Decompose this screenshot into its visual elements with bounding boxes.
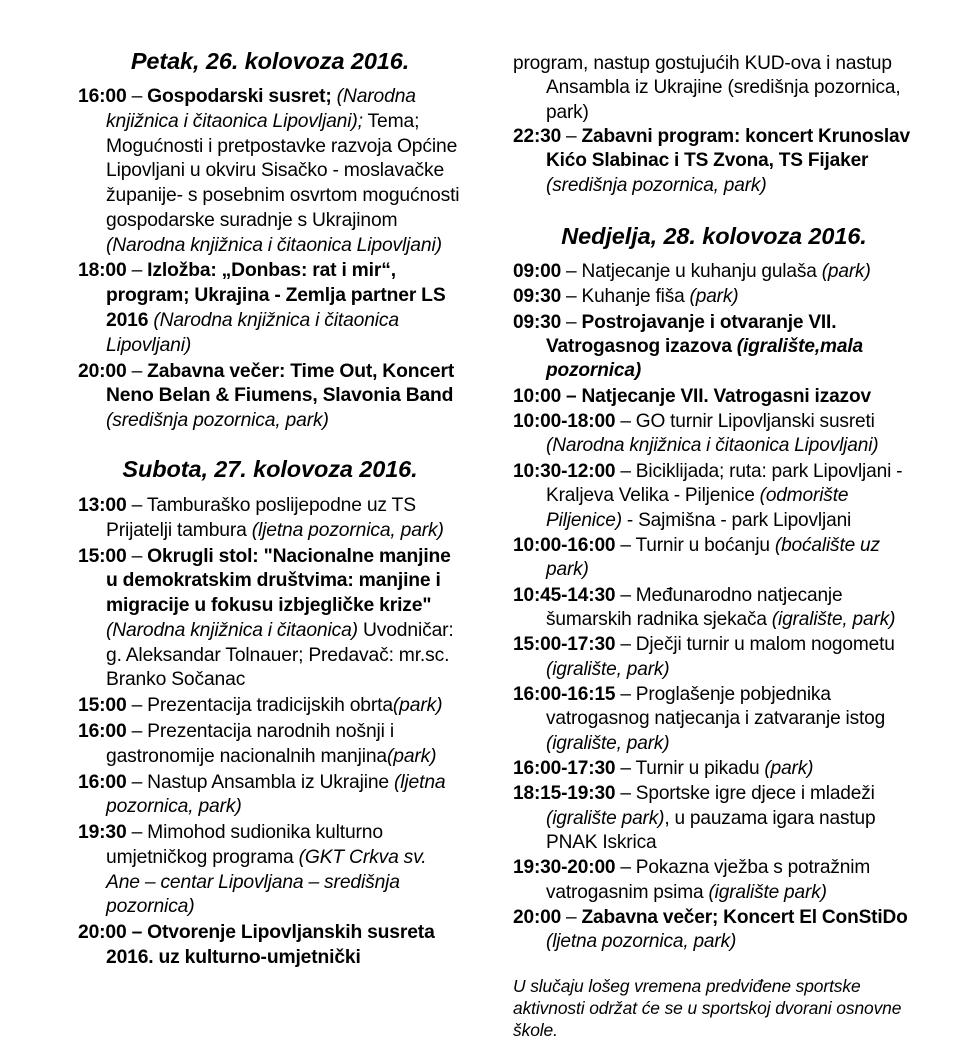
schedule-entry xyxy=(513,410,915,459)
entry-text-segment: Zabavna večer: Time Out, Koncert Neno Belan & Fiumens, Slavonia Band xyxy=(106,360,455,407)
entry-text-segment: (središnja pozornica, park) xyxy=(546,77,901,123)
entry-dash: – xyxy=(561,385,582,407)
weather-footnote: U slučaju lošeg vremena predviđene sportske aktivnosti održat će se u sportskoj dvorani osnovne škole. xyxy=(513,975,902,1041)
entry-text-segment: Izložba: „Donbas: rat i mir“, program; Ukrajina - Zemlja partner LS 2016 xyxy=(106,260,446,332)
entry-text-segment: (ljetna pozornica, park) xyxy=(106,771,446,818)
entry-time: 10:00-18:00 xyxy=(513,411,616,433)
entry-time: 10:00 xyxy=(513,385,562,407)
day-heading-sunday: Nedjelja, 28. kolovoza 2016. xyxy=(561,223,867,250)
entry-time: 16:00 xyxy=(78,771,127,793)
schedule-entry xyxy=(513,856,915,905)
schedule-entry xyxy=(78,771,462,821)
schedule-entry xyxy=(513,260,915,284)
schedule-entry xyxy=(78,494,462,544)
entry-text-segment: (središnja pozornica, park) xyxy=(106,410,329,432)
entry-dash: – xyxy=(615,584,636,606)
entry-text-segment: (Narodna knjižnica i čitaonica Lipovljani) xyxy=(106,234,442,256)
entry-dash: – xyxy=(561,311,582,333)
entry-time: 19:30-20:00 xyxy=(513,857,616,879)
entry-text-segment: (igralište,mala pozornica) xyxy=(546,336,863,382)
entry-time: 09:00 xyxy=(513,261,562,283)
entry-text-segment: Turnir u pikadu xyxy=(635,757,765,779)
entry-text-segment: Međunarodno natjecanje šumarskih radnika sjekača xyxy=(546,584,843,630)
entry-text-segment: - Sajmišna - park Lipovljani xyxy=(621,509,852,531)
schedule-entry xyxy=(513,285,915,309)
entry-text-segment: (park) xyxy=(392,695,443,717)
entry-text-segment: (park) xyxy=(386,745,437,767)
entry-time: 16:00 xyxy=(78,86,127,108)
entry-dash: – xyxy=(615,411,636,433)
entry-text-segment: Prezentacija narodnih nošnji i gastronomije nacionalnih manjina xyxy=(106,721,394,767)
entry-dash: – xyxy=(615,534,636,556)
schedule-entry xyxy=(513,584,915,633)
schedule-entry xyxy=(78,821,462,920)
entry-text-segment: (igralište, park) xyxy=(546,732,670,754)
entry-text-segment: Sportske igre djece i mladeži xyxy=(635,783,875,805)
entry-dash: – xyxy=(615,460,636,482)
entry-text-segment: (igralište park) xyxy=(708,881,827,903)
entry-time: 10:45-14:30 xyxy=(513,584,616,606)
entry-dash: – xyxy=(561,907,582,929)
schedule-entry xyxy=(513,534,915,583)
entry-time: 16:00 xyxy=(78,721,127,742)
saturday-continuation-text xyxy=(513,52,915,125)
entry-text-segment: (park) xyxy=(689,286,739,308)
entry-dash: – xyxy=(615,683,636,705)
entry-text-segment: Pokazna vježba s potražnim vatrogasnim psima xyxy=(546,857,871,903)
entry-time: 18:15-19:30 xyxy=(513,783,616,805)
entry-dash: – xyxy=(615,634,636,656)
entry-dash: – xyxy=(561,126,582,148)
entry-text-segment: (ljetna pozornica, park) xyxy=(546,931,737,953)
entry-time: 18:00 xyxy=(78,260,127,282)
entry-dash: – xyxy=(126,360,148,382)
entry-time: 10:00-16:00 xyxy=(513,534,616,556)
schedule-entry xyxy=(78,545,462,694)
entry-time: 09:30 xyxy=(513,286,562,308)
entry-dash: – xyxy=(615,783,636,805)
entry-dash: – xyxy=(126,545,148,567)
entry-dash: – xyxy=(126,922,148,944)
entry-time: 20:00 xyxy=(513,907,562,929)
entry-text-segment: (Narodna knjižnica i čitaonica) xyxy=(106,619,358,641)
entry-time: 22:30 xyxy=(513,126,562,148)
entry-text-segment: , u pauzama igara nastup PNAK Iskrica xyxy=(546,807,876,853)
entry-time: 15:00 xyxy=(78,545,127,567)
entry-time: 16:00-16:15 xyxy=(513,683,616,705)
entry-dash: – xyxy=(126,260,148,282)
entry-time: 15:00-17:30 xyxy=(513,634,616,656)
entry-text-segment: (odmorište Piljenice) xyxy=(546,485,849,531)
entry-time: 10:30-12:00 xyxy=(513,460,616,482)
entry-time: 20:00 xyxy=(78,360,127,382)
left-column xyxy=(0,0,472,972)
entry-text-segment: Tamburaško poslijepodne uz TS Prijatelji tambura xyxy=(106,494,416,541)
entry-text-segment: Dječji turnir u malom nogometu xyxy=(635,634,895,656)
entry-text-segment: Mimohod sudionika kulturno umjetničkog programa xyxy=(106,822,383,868)
entry-dash: – xyxy=(615,757,636,779)
schedule-entry xyxy=(78,259,462,358)
entry-text-segment: (GKT Crkva sv. Ane – centar Lipovljana – središnja pozornica) xyxy=(106,846,427,918)
schedule-entry xyxy=(78,694,462,719)
entry-text-segment: GO turnir Lipovljanski susreti xyxy=(635,411,875,433)
entry-text-segment: (Narodna knjižnica i čitaonica Lipovljani); xyxy=(106,86,416,132)
entry-text-segment: Gospodarski susret; xyxy=(147,86,337,108)
entry-text-segment: (Narodna knjižnica i čitaonica Lipovljani) xyxy=(546,435,879,457)
entry-text-segment: (središnja pozornica, park) xyxy=(546,174,767,196)
entry-time: 09:30 xyxy=(513,311,562,333)
entry-text-segment: Kuhanje fiša xyxy=(581,286,690,308)
entry-text-segment: program, nastup gostujućih KUD-ova i nastup Ansambla iz Ukrajine xyxy=(513,53,892,99)
entry-text-segment: Postrojavanje i otvaranje VII. Vatrogasnog izazova xyxy=(546,311,837,358)
schedule-entry xyxy=(513,906,915,955)
entry-text-segment: (park) xyxy=(821,261,871,283)
entry-text-segment: Uvodničar: g. Aleksandar Tolnauer; Predavač: mr.sc. Branko Sočanac xyxy=(106,619,454,691)
entry-text-segment: (Narodna knjižnica i čitaonica Lipovljani) xyxy=(106,310,399,356)
entry-text-segment: Biciklijada; ruta: park Lipovljani - Kraljeva Velika - Piljenice xyxy=(546,460,903,507)
entry-text-segment: Zabavna večer; Koncert El ConStiDo xyxy=(581,907,908,929)
saturday-entry-list xyxy=(78,494,462,971)
entry-text-segment: Turnir u boćanju xyxy=(635,534,775,556)
entry-text-segment: (igralište, park) xyxy=(771,608,896,630)
entry-text-segment: (igralište park) xyxy=(546,807,665,829)
entry-dash: – xyxy=(126,695,148,717)
day-heading-friday: Petak, 26. kolovoza 2016. xyxy=(130,48,410,74)
entry-text-segment: Tema; Mogućnosti i pretpostavke razvoja Općine Lipovljani u okviru Sisačko - moslavačke županije- s posebnim osvrtom mogućnosti gospodarske suradnje s Ukrajinom xyxy=(106,110,460,231)
entry-dash: – xyxy=(561,286,582,308)
schedule-entry xyxy=(513,311,915,384)
entry-text-segment: Natjecanje u kuhanju gulaša xyxy=(581,261,822,283)
friday-entry-list xyxy=(78,85,462,434)
entry-dash: – xyxy=(126,771,148,793)
schedule-entry xyxy=(78,360,462,434)
entry-time: 19:30 xyxy=(78,822,127,844)
entry-text-segment: Zabavni program: koncert Krunoslav Kićo Slabinac i TS Zvona, TS Fijaker xyxy=(546,126,910,172)
entry-dash: – xyxy=(126,86,148,108)
entry-text-segment: Otvorenje Lipovljanskih susreta 2016. uz kulturno-umjetnički xyxy=(106,922,435,969)
schedule-entry xyxy=(513,683,915,756)
entry-text-segment: Proglašenje pobjednika vatrogasnog natjecanja i zatvaranje istog xyxy=(546,683,886,730)
entry-text-segment: Natjecanje VII. Vatrogasni izazov xyxy=(581,385,871,407)
entry-text-segment: (ljetna pozornica, park) xyxy=(251,519,444,541)
entry-text-segment: Prezentacija tradicijskih obrta xyxy=(147,695,393,717)
schedule-entry xyxy=(513,125,915,198)
entry-dash: – xyxy=(126,721,148,742)
schedule-entry xyxy=(78,85,462,258)
day-heading-saturday: Subota, 27. kolovoza 2016. xyxy=(122,455,418,482)
entry-text-segment: Nastup Ansambla iz Ukrajine xyxy=(147,771,395,793)
entry-time: 20:00 xyxy=(78,922,127,944)
entry-time: 16:00-17:30 xyxy=(513,757,616,779)
schedule-entry xyxy=(78,720,462,770)
entry-dash: – xyxy=(615,857,636,879)
entry-text-segment: (boćalište uz park) xyxy=(546,534,880,581)
entry-dash: – xyxy=(126,822,148,844)
entry-text-segment: (igralište, park) xyxy=(546,658,670,680)
entry-text-segment: (park) xyxy=(764,757,814,779)
schedule-entry xyxy=(513,385,915,409)
schedule-entry xyxy=(513,460,915,533)
sunday-entry-list xyxy=(513,260,915,955)
entry-text-segment: Okrugli stol: "Nacionalne manjine u demokratskim društvima: manjine i migracije u fokusu izbjegličke krize" xyxy=(106,545,451,617)
entry-time: 15:00 xyxy=(78,695,127,717)
entry-dash: – xyxy=(126,494,147,516)
entry-dash: – xyxy=(561,261,582,283)
schedule-entry xyxy=(78,921,462,971)
entry-time: 13:00 xyxy=(78,494,127,516)
schedule-entry xyxy=(513,757,915,781)
schedule-entry xyxy=(513,633,915,682)
right-column xyxy=(472,0,967,1042)
saturday-tail-entry-list xyxy=(513,125,915,198)
schedule-entry xyxy=(513,782,915,855)
